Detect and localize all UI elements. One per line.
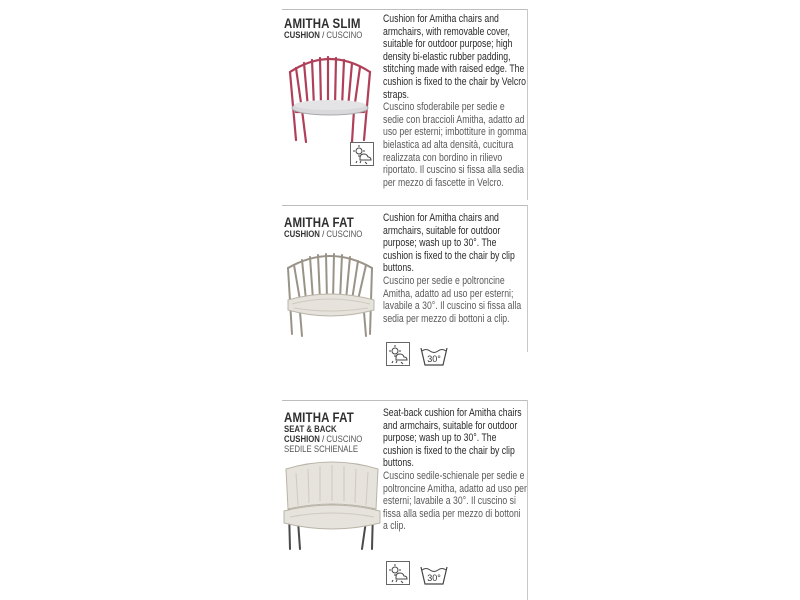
weather-outdoor-icon: [350, 142, 374, 166]
subtitle-en: SEAT & BACK: [284, 424, 337, 435]
weather-outdoor-icon: [386, 561, 410, 585]
amitha-fat-chair-image: [282, 250, 378, 342]
wash-30-icon: [420, 345, 448, 367]
product-title: AMITHA FAT: [284, 214, 354, 230]
wash-30-label: 30°: [427, 573, 441, 583]
product-subtitle: CUSHION / CUSCINO: [284, 229, 363, 240]
description-en: Cushion for Amitha chairs and armchairs, with removable cover, suitable for outdoor purpose; high density bi-elastic rubber padding, stitching made with raised edge. The cushion is fixed to the chair by Velcro straps.: [383, 13, 526, 101]
amitha-fat-seat-back-chair-image: [282, 459, 382, 551]
product-amitha-fat-seat-back: [282, 401, 528, 600]
subtitle-en: CUSHION: [284, 30, 320, 41]
product-title: AMITHA SLIM: [284, 15, 361, 31]
subtitle-it: CUSCINO: [326, 434, 363, 445]
subtitle-en: CUSHION: [284, 434, 320, 445]
wash-30-icon: [420, 564, 448, 586]
product-subtitle-3: [284, 445, 358, 455]
description-it: Cuscino per sedie e poltroncine Amitha, adatto ad uso per esterni; lavabile a 30°. Il cuscino si fissa alla sedia per mezzo di bottoni a clip.: [383, 274, 522, 325]
product-description: [383, 212, 527, 325]
description-it: Cuscino sfoderabile per sedie e sedie con braccioli Amitha, adatto ad uso per esterni; imbottiture in gomma bielastica ad alta densità, cucitura realizzata con bordino in rilievo riportato. Il cuscino si fissa alla sedia per mezzo di fascette in Velcro.: [383, 101, 527, 189]
description-en: Cushion for Amitha chairs and armchairs, suitable for outdoor purpose; wash up to 30°. The cushion is fixed to the chair by clip buttons.: [383, 212, 515, 275]
subtitle-it: CUSCINO: [326, 229, 363, 240]
subtitle-en: CUSHION: [284, 229, 320, 240]
product-description: [383, 13, 527, 189]
product-title: AMITHA FAT: [284, 409, 354, 425]
wash-30-label: 30°: [427, 354, 441, 364]
weather-outdoor-icon: [386, 342, 410, 366]
product-amitha-slim: [282, 10, 528, 200]
product-subtitle: CUSHION / CUSCINO: [284, 30, 363, 41]
amitha-slim-chair-image: [282, 50, 378, 150]
subtitle-it-extra: SEDILE SCHIENALE: [284, 444, 359, 455]
product-description: [383, 407, 527, 533]
description-it: Cuscino sedile-schienale per sedie e poltroncine Amitha, adatto ad uso per esterni; lavabile a 30°. Il cuscino si fissa alla sedia per mezzo di bottoni a clip.: [383, 469, 527, 533]
subtitle-it: CUSCINO: [326, 30, 363, 41]
description-en: Seat-back cushion for Amitha chairs and armchairs, suitable for outdoor purpose; wash up to 30°. The cushion is fixed to the chair by clip buttons.: [383, 407, 522, 470]
product-subtitle-2: CUSHION / CUSCINO: [284, 434, 363, 445]
product-amitha-fat: [282, 206, 528, 396]
